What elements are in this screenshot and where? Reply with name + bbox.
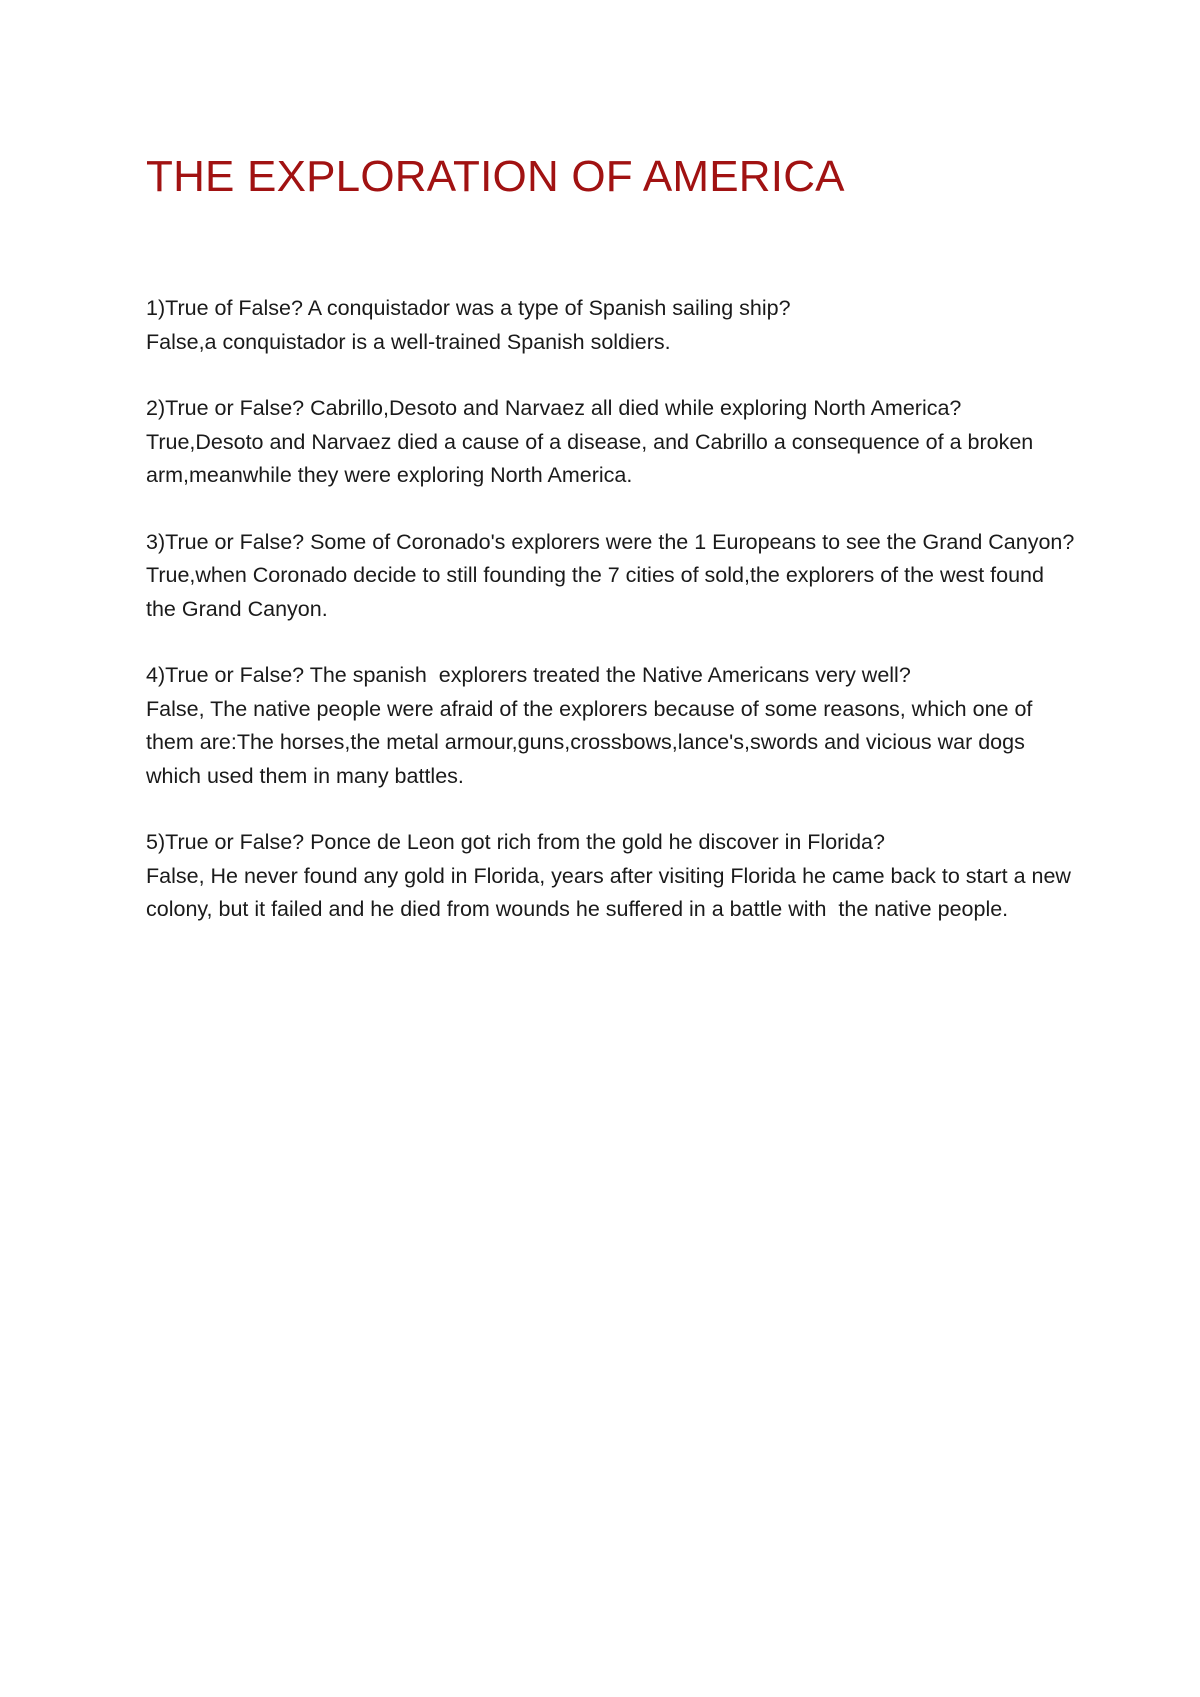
answer-3: True,when Coronado decide to still founding the 7 cities of sold,the explorers of the west found the Grand Canyon.: [146, 563, 1050, 621]
question-3: 3)True or False? Some of Coronado's explorers were the 1 Europeans to see the Grand Canyon?: [146, 529, 1075, 554]
qa-item-1: [146, 292, 1076, 359]
qa-item-4: [146, 659, 1076, 793]
question-4: 4)True or False? The spanish explorers treated the Native Americans very well?: [146, 663, 911, 687]
document-body: [146, 148, 1076, 960]
qa-item-3: [146, 526, 1076, 627]
answer-5: False, He never found any gold in Florida, years after visiting Florida he came back to start a new colony, but it failed and he died from wounds he suffered in a battle with the native people.: [146, 863, 1077, 921]
qa-item-2: [146, 392, 1076, 493]
qa-item-5: [146, 826, 1076, 927]
answer-4: False, The native people were afraid of the explorers because of some reasons, which one of them are:The horses,the metal armour,guns,crossbows,lance's,swords and vicious war dogs which used them in many battles.: [146, 696, 1039, 788]
question-5: 5)True or False? Ponce de Leon got rich from the gold he discover in Florida?: [146, 830, 885, 854]
question-2: 2)True or False? Cabrillo,Desoto and Narvaez all died while exploring North America?: [146, 396, 962, 420]
document-title: THE EXPLORATION OF AMERICA: [146, 152, 845, 201]
question-1: 1)True of False? A conquistador was a type of Spanish sailing ship?: [146, 296, 791, 320]
answer-2: True,Desoto and Narvaez died a cause of a disease, and Cabrillo a consequence of a broken arm,meanwhile they were exploring North America.: [146, 429, 1040, 487]
answer-1: False,a conquistador is a well-trained Spanish soldiers.: [146, 329, 671, 354]
